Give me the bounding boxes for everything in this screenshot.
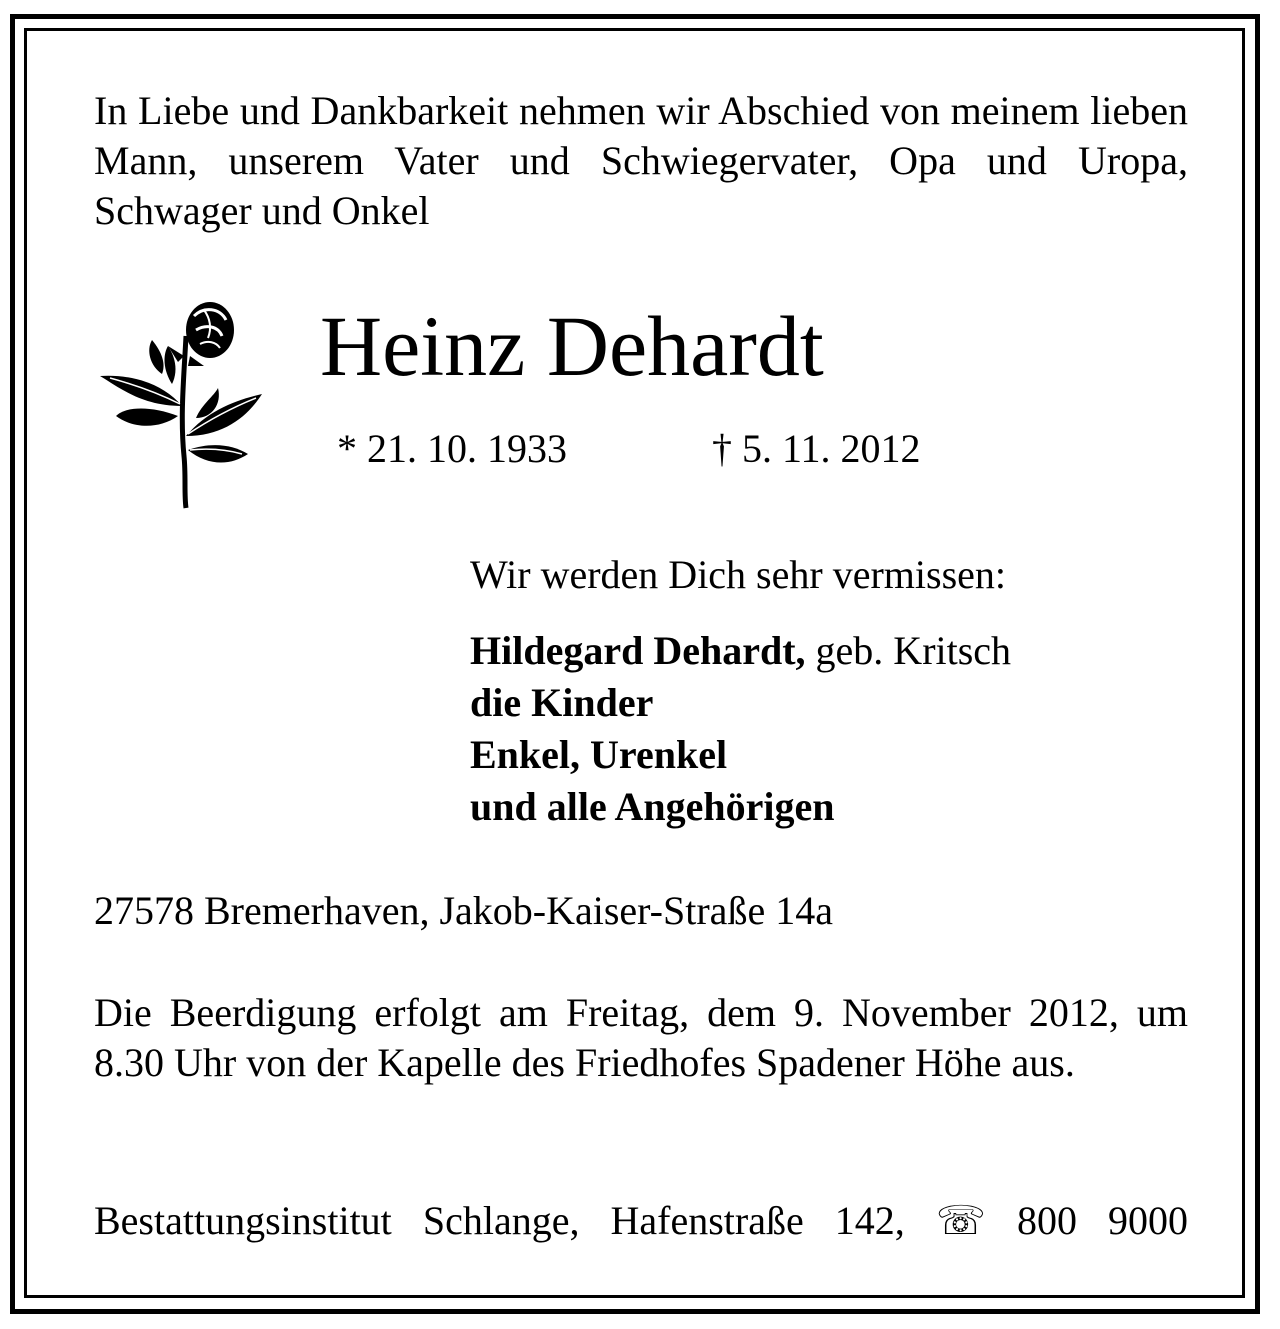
mourner-grandchildren: Enkel, Urenkel — [470, 732, 728, 777]
undertaker-line: Bestattungsinstitut Schlange, Hafenstraße 142, ☏ 800 9000 — [94, 1198, 1188, 1243]
address: 27578 Bremerhaven, Jakob-Kaiser-Straße 14a — [94, 888, 833, 933]
closing-line: Wir werden Dich sehr vermissen: — [470, 552, 1006, 597]
mourner-relatives: und alle Angehörigen — [470, 784, 835, 829]
mourners-list — [470, 625, 1011, 833]
intro-text: In Liebe und Dankbarkeit nehmen wir Abschied von meinem lieben Mann, unserem Vater und Schwiegervater, Opa und Uropa, Schwager und Onkel — [94, 88, 1188, 233]
mourner-line — [470, 625, 1011, 677]
rose-icon — [92, 296, 266, 510]
funeral-notice: Die Beerdigung erfolgt am Freitag, dem 9. November 2012, um 8.30 Uhr von der Kapelle des Friedhofes Spadener Höhe aus. — [94, 990, 1188, 1085]
mourner-spouse: Hildegard Dehardt, — [470, 628, 806, 673]
birth-date: * 21. 10. 1933 — [337, 426, 567, 471]
death-date: † 5. 11. 2012 — [712, 426, 921, 471]
deceased-name: Heinz Dehardt — [320, 298, 824, 394]
mourner-maiden-name: geb. Kritsch — [805, 628, 1012, 673]
mourner-children: die Kinder — [470, 680, 654, 725]
